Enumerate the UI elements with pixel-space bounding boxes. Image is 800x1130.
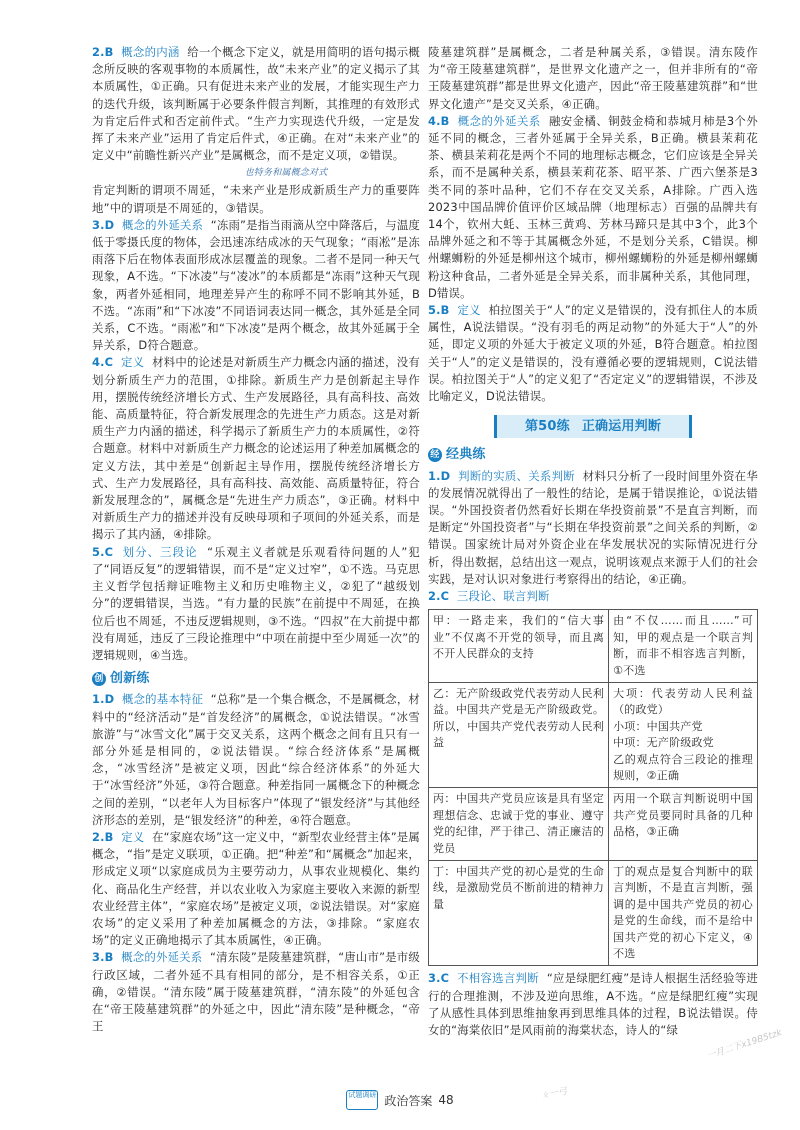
table-cell: 甲：一路走来，我们的“信大事业”不仅离不开党的领导，而且离不开人民群众的支持	[429, 610, 609, 683]
judgment-table	[428, 609, 758, 966]
table-row	[429, 788, 758, 861]
table-cell: 丁的观点是复合判断中的联言判断，不是直言判断，强调的是中国共产党员的初心是党的生命线，而不是给中国共产党的初心下定义，④不选	[609, 860, 758, 965]
classic-answer-1d: 1.D 判断的实质、关系判断 材料只分析了一段时间里外资在华的发展情况就得出了一般性的结论，是属于错误推论，①说法错误。“外国投资者仍然看好长期在华投资前景”不是直言判断，而是断定“外国投资者”与“长期在华投资前景”之间关系的判断，②错误。国家统计局对外资企业在华发展状况的实际情况进行分析，得出数据，总结出这一观点，说明该观点来源于人们的社会实践，是对认识对象进行考察得出的结论，④正确。	[428, 468, 758, 586]
handwritten-note: 也特务和属概念对式	[244, 168, 328, 179]
innovation-answer-3b: 3.B 概念的外延关系 “清东陵”是陵墓建筑群，“唐山市”是市级行政区域，二者外延不具有相同的部分，是不相容关系，①正确，②错误。“清东陵”属于陵墓建筑群，“清东陵”的外延包含在“帝王陵墓建筑群”的外延之中，因此“清东陵”是种概念，“帝王	[92, 950, 420, 1034]
classic-answer-3c: 3.C 不相容选言判断 “应是绿肥红瘦”是诗人根据生活经验等进行的合理推测，不涉及逆向思维，A不选。“应是绿肥红瘦”实现了从感性具体到思维抽象再到思维具体的过程，B说法错误。侍女的“海棠依旧”是风雨前的海棠状态，诗人的“绿	[428, 971, 758, 1038]
table-cell: 丙：中国共产党员应该是具有坚定理想信念、忠诚于党的事业、遵守党的纪律，严于律己、清正廉洁的党员	[429, 788, 609, 861]
table-cell: 乙：无产阶级政党代表劳动人民利益。中国共产党是无产阶级政党。所以，中国共产党代表劳动人民利益	[429, 682, 609, 787]
footer-label: 政治答案	[384, 1093, 433, 1108]
section-innovation: 创 创新练	[92, 670, 420, 687]
table-row	[429, 860, 758, 965]
section-classic: 经 经典练	[428, 446, 758, 463]
watermark: ㄆ一弓	[539, 1086, 568, 1102]
table-cell: 丙用一个联言判断说明中国共产党员要同时具备的几种品格，③正确	[609, 788, 758, 861]
lesson-title: 正确运用判断	[581, 419, 662, 435]
table-cell: 大项：代表劳动人民利益（的政党） 小项：中国共产党 中项：无产阶级政党 乙的观点符合三段论的推理规则，②正确	[609, 682, 758, 787]
answer-2b-cont: 肯定判断的谓项不周延，“未来产业是形成新质生产力的重要阵地”中的谓项是不周延的，③错误。	[92, 183, 420, 215]
innovation-answer-5b: 5.B 定义 柏拉图关于“人”的定义是错误的，没有抓住人的本质属性，A说法错误。“没有羽毛的两足动物”的外延大于“人”的外延，即定义项的外延大于被定义项的外延，B符合题意。柏拉图关于“人”的定义是错误的，没有遵循必要的逻辑规则，C说法错误。柏拉图关于“人”的定义犯了“否定定义”的逻辑错误，不涉及比喻定义，D说法错误。	[428, 303, 758, 404]
table-row	[429, 682, 758, 787]
lesson-number: 第50练	[524, 419, 570, 435]
watermark: 一月二下x19B5tzk	[705, 1028, 784, 1062]
answer-5c: 5.C 划分、三段论 “乐观主义者就是乐观看待问题的人”犯了“同语反复”的逻辑错误，而不是“定义过窄”，①不选。马克思主义哲学包括辩证唯物主义和历史唯物主义，②犯了“越级划分”的逻辑错误，当选。“有力量的民族”在前提中不周延，在换位后也不周延，不违反逻辑规则，③不选。“四叔”在大前提中都没有周延，违反了三段论推理中“中项在前提中至少周延一次”的逻辑规则，④当选。	[92, 544, 420, 662]
logo-icon: 试题调研	[346, 1090, 378, 1110]
innovation-icon: 创	[92, 672, 106, 686]
table-cell: 丁：中国共产党的初心是党的生命线，是激励党员不断前进的精神力量	[429, 860, 609, 965]
innovation-answer-4b: 4.B 概念的外延关系 融安金橘、铜鼓金椅和恭城月柿是3个外延不同的概念，三者外延属于全异关系，B正确。横县茉莉花茶、横县茉莉花是两个不同的地理标志概念，它们应该是全异关系，而不是属种关系，横县茉莉花茶、昭平茶、广西六堡茶是3类不同的茶叶品种，它们不存在交叉关系，A排除。广西入选2023中国品牌价值评价区域品牌（地理标志）百强的品牌共有14个，钦州大蚝、玉林三黄鸡、芳林马蹄只是其中3个，此3个品牌外延之和不等于其属概念外延，不是划分关系，C错误。柳州螺蛳粉的外延是柳州这个城市，柳州螺蛳粉的外延是柳州螺蛳粉这种食品，二者外延是全异关系，而非属种关系，其他同理，D错误。	[428, 113, 758, 300]
innovation-answer-1d: 1.D 概念的基本特征 “总称”是一个集合概念，不是属概念，材料中的“经济活动”是“首发经济”的属概念，①说法错误。“冰雪旅游”与“冰雪文化”属于交叉关系，这两个概念之间有且只有一部分外延是相同的，②说法错误。“综合经济体系”是属概念，“冰雪经济”是被定义项，因此“综合经济体系”的外延大于“冰雪经济”外延，③符合题意。种差指同一属概念下的种概念之间的差别，“以老年人为目标客户”体现了“银发经济”与其他经济形态的差别，是“银发经济”的种差，④符合题意。	[92, 692, 421, 827]
lesson-banner	[428, 415, 758, 438]
answer-4c: 4.C 定义 材料中的论述是对新质生产力概念内涵的描述，没有划分新质生产力的范围，①排除。新质生产力是创新起主导作用，摆脱传统经济增长方式、生产发展路径，具有高科技、高效能、高质量特征，符合新发展理念的先进生产力质态。这是对新质生产力内涵的描述，科学揭示了新质生产力的本质属性，②符合题意。材料中对新质生产力概念的论述运用了种差加属概念的定义方法，其中差是“创新起主导作用，摆脱传统经济增长方式、生产力发展路径，具有高科技、高效能、高质量特征，符合新发展理念的”，属概念是“先进生产力质态”，③正确。材料中对新质生产力的描述并没有反映母项和子项间的外延关系，而是揭示了其内涵，④排除。	[92, 355, 420, 542]
classic-answer-2c: 2.C 三段论、联言判断	[428, 589, 550, 604]
answer-3d: 3.D 概念的外延关系 “冻雨”是指当雨滴从空中降落后，与温度低于零摄氏度的物体，会迅速冻结成冰的天气现象；“雨凇”是冻雨落下后在物体表面形成冰层覆盖的现象。二者不是同一种天气现象，A不选。“下冰凌”与“凌冰”的本质都是“冻雨”这种天气现象，两者外延相同，地理差异产生的称呼不同不影响其外延，B不选。“冻雨”和“下冰凌”不同语词表达同一概念，其外延是全同关系，C不选。“雨凇”和“下冰凌”是两个概念，故其外延属于全异关系，D符合题意。	[92, 217, 421, 353]
innovation-answer-3b-cont: 陵墓建筑群”是属概念，二者是种属关系，③错误。清东陵作为“帝王陵墓建筑群”，是世界文化遗产之一，但并非所有的“帝王陵墓建筑群”都是世界文化遗产，因此“帝王陵墓建筑群”和“世界文化遗产”是交叉关系，④正确。	[428, 45, 758, 111]
page-footer	[0, 1090, 800, 1110]
answer-2b: 2.B 概念的内涵 给一个概念下定义，就是用简明的语句揭示概念所反映的客观事物的本质属性，故“未来产业”的定义揭示了其本质属性，①正确。只有促进未来产业的发展，才能实现生产力的迭代升级，该判断属于必要条件假言判断，其推理的有效形式为肯定后件式和否定前件式。“生产力实现迭代升级，一定是发挥了未来产业”运用了肯定后件式，④正确。在对“未来产业”的定义中“前瞻性新兴产业”是属概念，而不是定义项，②错误。	[92, 45, 420, 163]
table-cell: 由“不仅……而且……”可知，甲的观点是一个联言判断，而非不相容选言判断，①不选	[609, 610, 758, 683]
classic-icon: 经	[428, 448, 442, 462]
table-row	[429, 610, 758, 683]
page-number: 48	[438, 1093, 454, 1107]
innovation-answer-2b: 2.B 定义 在“家庭农场”这一定义中，“新型农业经营主体”是属概念，“指”是定义联项，①正确。把“种差”和“属概念”加起来，形成定义项“以家庭成员为主要劳动力，从事农业规模化、集约化、商品化生产经营，并以农业收入为家庭主要收入来源的新型农业经营主体”，“家庭农场”是被定义项，②说法错误。对“家庭农场”的定义采用了种差加属概念的方法，③排除。“家庭农场”的定义正确地揭示了其本质属性，④正确。	[92, 829, 420, 948]
left-column	[92, 44, 420, 1035]
right-column	[428, 44, 758, 1039]
